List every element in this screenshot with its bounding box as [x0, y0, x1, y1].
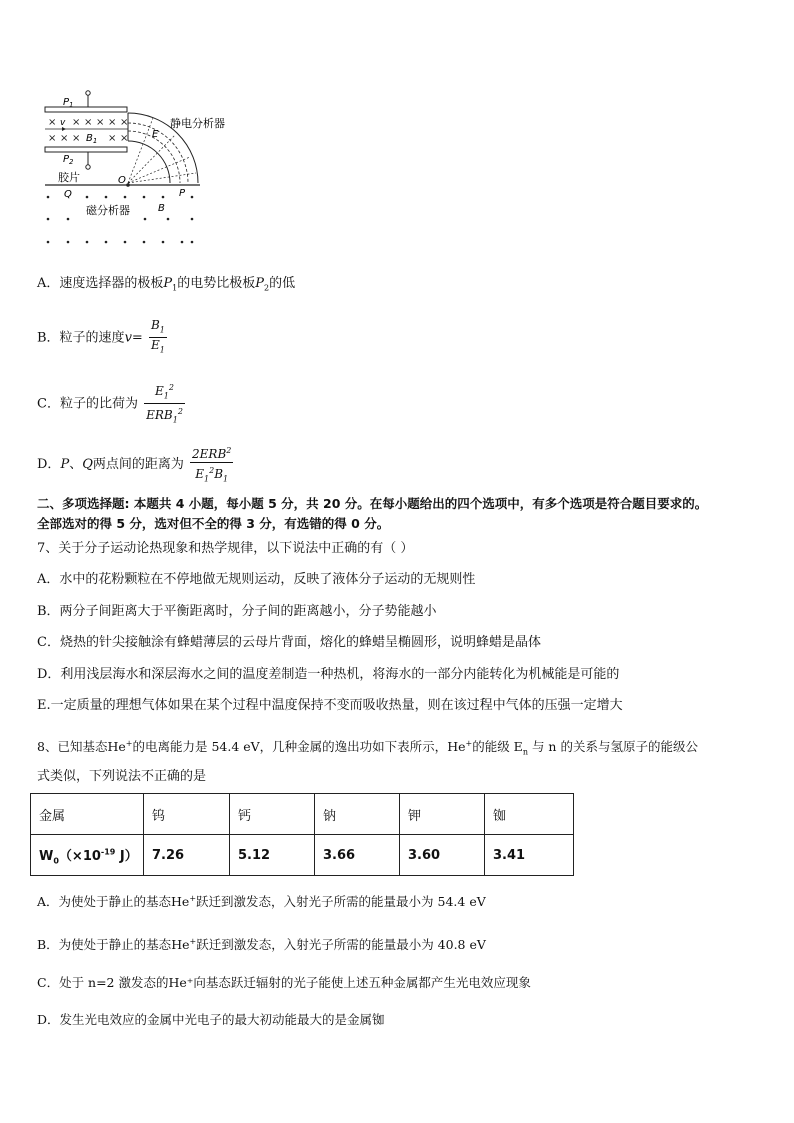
q7-option-c: C．烧热的针尖接触涂有蜂蜡薄层的云母片背面，熔化的蜂蜡呈椭圆形，说明蜂蜡是晶体 — [37, 635, 541, 650]
q8-option-b: B．为使处于静止的基态He+跃迁到激发态，入射光子所需的能量最小为 40.8 eV — [37, 937, 486, 953]
svg-text:×: × — [48, 117, 57, 128]
q8-option-c: C．处于 n=2 激发态的He⁺向基态跃迁辐射的光子能使上述五种金属都产生光电效应现象 — [37, 975, 531, 990]
q8-stem-line2: 式类似，下列说法不正确的是 — [37, 769, 207, 784]
header-calcium: 钙 — [230, 794, 315, 835]
plate-p1 — [45, 107, 127, 112]
fraction-c: $\frac{E_1^2}{ERB_1^2}$ — [144, 380, 185, 428]
svg-text:×: × — [60, 133, 69, 144]
plate-p2 — [45, 147, 127, 152]
header-sodium: 钠 — [315, 794, 400, 835]
svg-text:×: × — [72, 133, 81, 144]
q7-option-e: E.一定质量的理想气体如果在某个过程中温度保持不变而吸收热量，则在该过程中气体的压强一定增大 — [37, 698, 623, 713]
label-film: 胶片 — [58, 171, 80, 184]
label-b1: $B_1$ — [86, 133, 98, 145]
value-potassium: 3.60 — [400, 835, 485, 876]
table-row — [31, 835, 574, 876]
mass-spectrometer-figure — [30, 85, 270, 250]
svg-text:×: × — [120, 117, 129, 128]
label-electrostatic-analyzer: 静电分析器 — [170, 117, 225, 130]
header-rubidium: 铷 — [485, 794, 574, 835]
label-p: P — [179, 188, 186, 199]
label-p2: $P_2$ — [63, 154, 74, 166]
header-metal: 金属 — [31, 794, 144, 835]
value-tungsten: 7.26 — [144, 835, 230, 876]
q8-option-a: A．为使处于静止的基态He+跃迁到激发态，入射光子所需的能量最小为 54.4 eV — [37, 894, 486, 910]
label-b: B — [158, 203, 165, 214]
q6-option-a: A．速度选择器的极板$P_1$的电势比极板$P_2$的低 — [37, 276, 296, 293]
section2-heading: 二、多项选择题: 本题共 4 小题，每小题 5 分，共 20 分。在每小题给出的四个选项中，有多个选项是符合题目要求的。 — [37, 496, 708, 511]
svg-text:×: × — [96, 117, 105, 128]
fraction-b: $\frac{B_1}{E_1}$ — [149, 318, 167, 358]
value-sodium: 3.66 — [315, 835, 400, 876]
label-e: E — [152, 129, 159, 140]
svg-text:×: × — [108, 117, 117, 128]
label-o: O — [118, 175, 126, 186]
svg-text:×: × — [120, 133, 129, 144]
q7-stem: 7、关于分子运动论热现象和热学规律，以下说法中正确的有（ ） — [37, 541, 414, 556]
svg-text:×: × — [108, 133, 117, 144]
label-p1: $P_1$ — [63, 97, 74, 109]
svg-text:×: × — [48, 133, 57, 144]
work-function-table — [30, 793, 574, 876]
table-header-row — [31, 794, 574, 835]
q6-option-b: B．粒子的速度v= $\frac{B_1}{E_1}$ — [37, 318, 169, 358]
value-rubidium: 3.41 — [485, 835, 574, 876]
label-magnetic-analyzer: 磁分析器 — [86, 204, 130, 217]
section2-instructions: 全部选对的得 5 分，选对但不全的得 3 分，有选错的得 0 分。 — [37, 516, 390, 531]
label-v: v — [60, 118, 66, 128]
w0-label: $W_0(\times 10^{-19}$ J） — [31, 835, 144, 876]
value-calcium: 5.12 — [230, 835, 315, 876]
q8-option-d: D．发生光电效应的金属中光电子的最大初动能最大的是金属铷 — [37, 1012, 385, 1027]
header-potassium: 钾 — [400, 794, 485, 835]
q7-option-d: D．利用浅层海水和深层海水之间的温度差制造一种热机，将海水的一部分内能转化为机械能是可能的 — [37, 667, 620, 682]
q6-option-d: D．P、Q两点间的距离为 $\frac{2ERB^2}{E_1^2B_1}$ — [37, 443, 235, 486]
svg-text:×: × — [72, 117, 81, 128]
svg-text:×: × — [84, 117, 93, 128]
fraction-d: $\frac{2ERB^2}{E_1^2B_1}$ — [190, 443, 233, 486]
q6-option-c: C．粒子的比荷为 $\frac{E_1^2}{ERB_1^2}$ — [37, 380, 187, 428]
q7-option-a: A．水中的花粉颗粒在不停地做无规则运动，反映了液体分子运动的无规则性 — [37, 572, 476, 587]
label-q: Q — [64, 189, 72, 200]
magnetic-field-dots — [47, 196, 194, 244]
q8-stem: 8、已知基态He+的电离能力是 54.4 eV，几种金属的逸出功如下表所示，He+的能级 $E_n$ 与 n 的关系与氢原子的能级公 — [37, 739, 698, 757]
header-tungsten: 钨 — [144, 794, 230, 835]
q7-option-b: B．两分子间距离大于平衡距离时，分子间的距离越小，分子势能越小 — [37, 604, 437, 619]
